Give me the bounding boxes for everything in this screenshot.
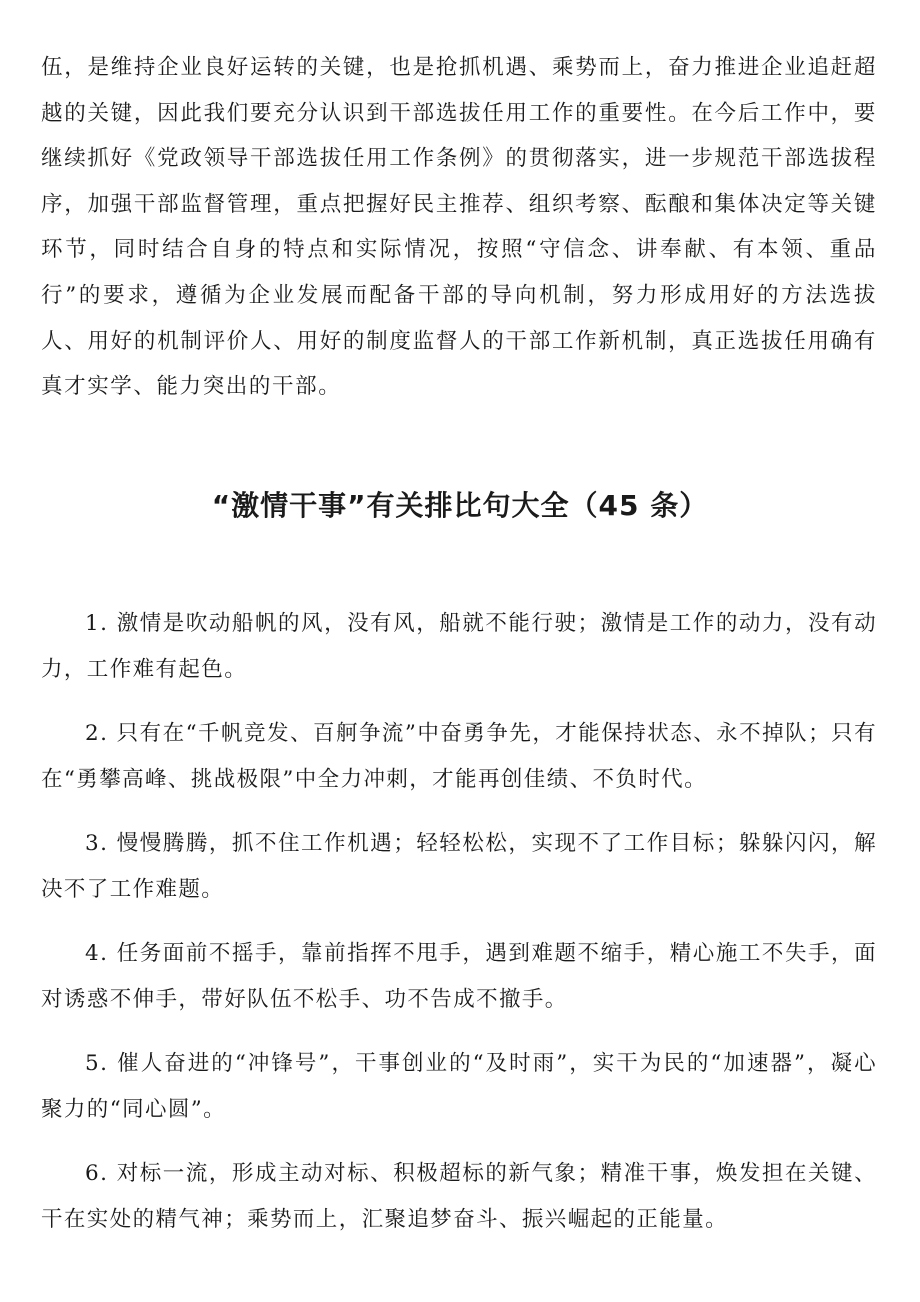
list-item: 5. 催人奋进的“冲锋号”，干事创业的“及时雨”，实干为民的“加速器”，凝心聚力的“同心圆”。: [41, 1051, 877, 1122]
list-item: 3. 慢慢腾腾，抓不住工作机遇；轻轻松松，实现不了工作目标；躲躲闪闪，解决不了工作难题。: [41, 831, 877, 902]
parallelism-list: [41, 601, 877, 1261]
list-item: 4. 任务面前不摇手，靠前指挥不甩手，遇到难题不缩手，精心施工不失手，面对诱惑不伸手，带好队伍不松手、功不告成不撤手。: [41, 941, 877, 1012]
section-title: “激情干事”有关排比句大全（45 条）: [211, 489, 709, 522]
list-item: 6. 对标一流，形成主动对标、积极超标的新气象；精准干事，焕发担在关键、干在实处的精气神；乘势而上，汇聚追梦奋斗、振兴崛起的正能量。: [41, 1161, 877, 1232]
list-item: 2. 只有在“千帆竞发、百舸争流”中奋勇争先，才能保持状态、永不掉队；只有在“勇攀高峰、挑战极限”中全力冲刺，才能再创佳绩、不负时代。: [41, 721, 877, 792]
list-item: 1. 激情是吹动船帆的风，没有风，船就不能行驶；激情是工作的动力，没有动力，工作难有起色。: [41, 611, 877, 682]
intro-paragraph: 伍，是维持企业良好运转的关键，也是抢抓机遇、乘势而上，奋力推进企业追赶超越的关键，因此我们要充分认识到干部选拔任用工作的重要性。在今后工作中，要继续抓好《党政领导干部选拔任用工作条例》的贯彻落实，进一步规范干部选拔程序，加强干部监督管理，重点把握好民主推荐、组织考察、酝酿和集体决定等关键环节，同时结合自身的特点和实际情况，按照“守信念、讲奉献、有本领、重品行”的要求，遵循为企业发展而配备干部的导向机制，努力形成用好的方法选拔人、用好的机制评价人、用好的制度监督人的干部工作新机制，真正选拔任用确有真才实学、能力突出的干部。: [41, 55, 877, 400]
